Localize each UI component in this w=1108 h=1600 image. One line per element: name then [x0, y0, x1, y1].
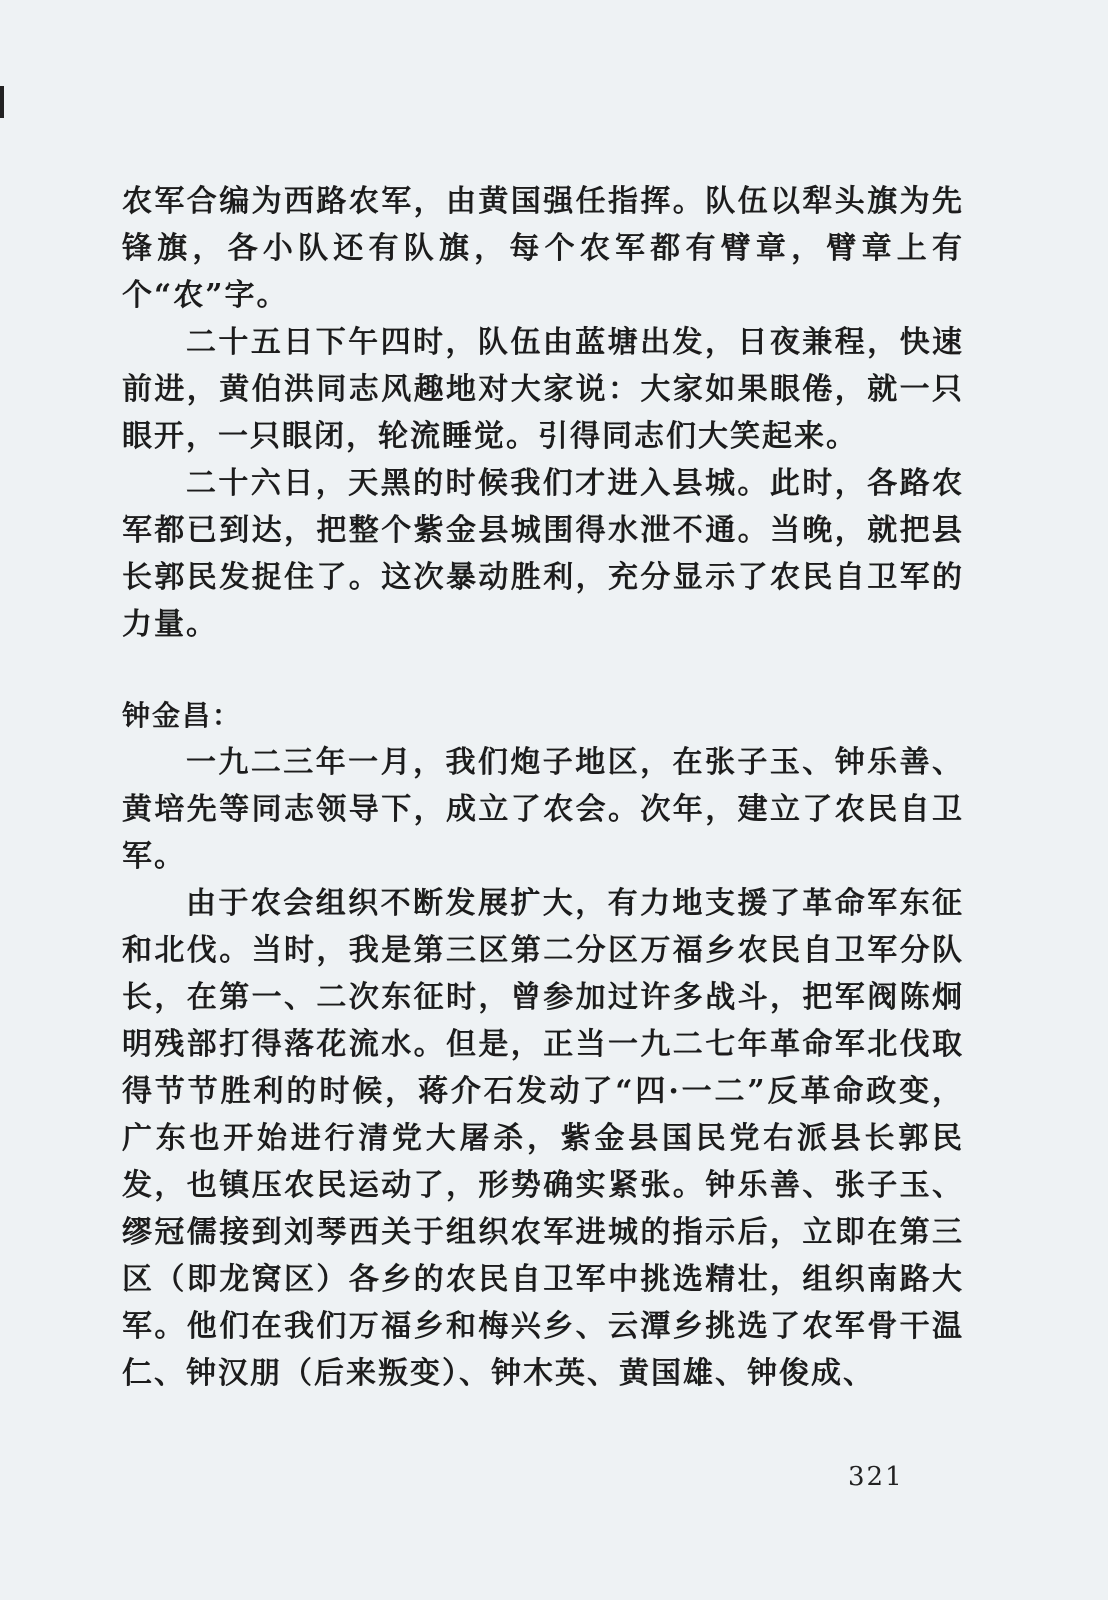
speaker-heading: 钟金昌：	[122, 699, 243, 732]
scan-edge-mark	[0, 86, 4, 118]
paragraph-expedition: 由于农会组织不断发展扩大，有力地支援了革命军东征和北伐。当时，我是第三区第二分区万福乡农民自卫军分队长，在第一、二次东征时，曾参加过许多战斗，把军阀陈炯明残部打得落花流水。但是，正当一九二七年革命军北伐取得节节胜利的时候，蒋介石发动了“四·一二”反革命政变，广东也开始进行清党大屠杀，紫金县国民党右派县长郭民发，也镇压农民运动了，形势确实紧张。钟乐善、张子玉、缪冠儒接到刘琴西关于组织农军进城的指示后，立即在第三区（即龙窝区）各乡的农民自卫军中挑选精壮，组织南路大军。他们在我们万福乡和梅兴乡、云潭乡挑选了农军骨干温仁、钟汉朋（后来叛变）、钟木英、黄国雄、钟俊成、	[122, 886, 964, 1391]
paragraph-county-town: 二十六日，天黑的时候我们才进入县城。此时，各路农军都已到达，把整个紫金县城围得水泄不通。当晚，就把县长郭民发捉住了。这次暴动胜利，充分显示了农民自卫军的力量。	[122, 466, 964, 642]
body-text	[122, 178, 964, 1397]
section-gap	[122, 648, 964, 692]
paragraph-peasant-association: 一九二三年一月，我们炮子地区，在张子玉、钟乐善、黄培先等同志领导下，成立了农会。次年，建立了农民自卫军。	[122, 745, 964, 874]
page-number: 321	[848, 1462, 904, 1492]
paragraph-march: 二十五日下午四时，队伍由蓝塘出发，日夜兼程，快速前进，黄伯洪同志风趣地对大家说：大家如果眼倦，就一只眼开，一只眼闭，轮流睡觉。引得同志们大笑起来。	[122, 325, 964, 454]
paragraph-continuation: 农军合编为西路农军，由黄国强任指挥。队伍以犁头旗为先锋旗，各小队还有队旗，每个农军都有臂章，臂章上有个“农”字。	[122, 184, 964, 313]
